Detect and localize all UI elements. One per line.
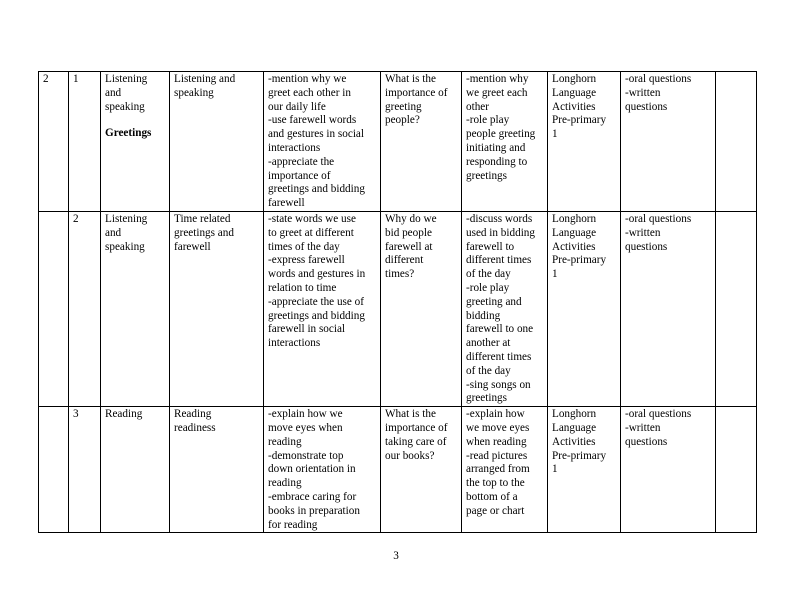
strand-cell	[101, 72, 170, 212]
remarks-cell	[716, 211, 757, 406]
inquiry-question-cell: What is the importance of greeting people?	[381, 72, 462, 212]
sub-strand-cell: Reading readiness	[170, 407, 264, 533]
table-row	[39, 407, 757, 533]
learning-experiences-cell: -explain how we move eyes when reading -read pictures arranged from the top to the bottom of a page or chart	[462, 407, 548, 533]
table-row	[39, 72, 757, 212]
learning-resources-cell: Longhorn Language Activities Pre-primary 1	[548, 72, 621, 212]
remarks-cell	[716, 407, 757, 533]
assessment-cell: -oral questions -written questions	[621, 211, 716, 406]
strand-cell: Listening and speaking	[101, 211, 170, 406]
learning-experiences-cell: -discuss words used in bidding farewell to different times of the day -role play greeting and bidding farewell to one another at different times of the day -sing songs on greetings	[462, 211, 548, 406]
week-cell	[39, 407, 69, 533]
page-number: 3	[393, 550, 399, 562]
learning-outcomes-cell: -explain how we move eyes when reading -demonstrate top down orientation in reading -embrace caring for books in preparation for reading	[264, 407, 381, 533]
sub-strand-cell: Listening and speaking	[170, 72, 264, 212]
learning-outcomes-cell: -mention why we greet each other in our daily life -use farewell words and gestures in social interactions -appreciate the importance of greetings and bidding farewell	[264, 72, 381, 212]
sub-strand-cell: Time related greetings and farewell	[170, 211, 264, 406]
inquiry-question-cell: Why do we bid people farewell at different times?	[381, 211, 462, 406]
week-cell: 2	[39, 72, 69, 212]
assessment-cell: -oral questions -written questions	[621, 72, 716, 212]
learning-resources-cell: Longhorn Language Activities Pre-primary 1	[548, 407, 621, 533]
inquiry-question-cell: What is the importance of taking care of our books?	[381, 407, 462, 533]
learning-experiences-cell: -mention why we greet each other -role play people greeting initiating and responding to greetings	[462, 72, 548, 212]
learning-outcomes-cell: -state words we use to greet at different times of the day -express farewell words and gestures in relation to time -appreciate the use of greetings and bidding farewell in social interactions	[264, 211, 381, 406]
strand-topic: Greetings	[105, 127, 152, 140]
scheme-of-work-table	[38, 71, 757, 533]
remarks-cell	[716, 72, 757, 212]
learning-resources-cell: Longhorn Language Activities Pre-primary 1	[548, 211, 621, 406]
lesson-cell: 3	[69, 407, 101, 533]
table-row	[39, 211, 757, 406]
assessment-cell: -oral questions -written questions	[621, 407, 716, 533]
lesson-cell: 1	[69, 72, 101, 212]
strand-text: Listening and speaking	[105, 73, 148, 113]
week-cell	[39, 211, 69, 406]
strand-cell: Reading	[101, 407, 170, 533]
lesson-cell: 2	[69, 211, 101, 406]
